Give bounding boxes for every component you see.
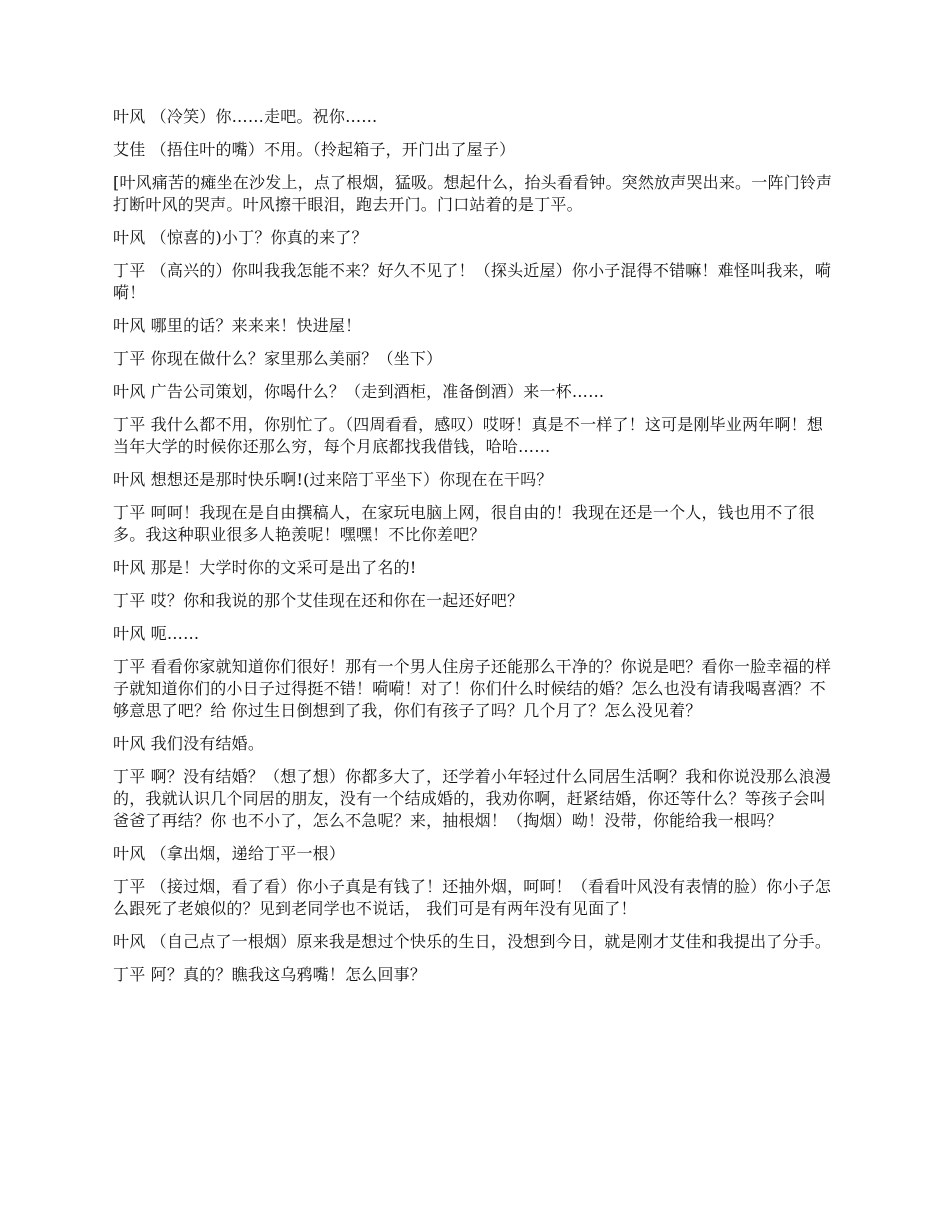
paragraph: 叶风 广告公司策划，你喝什么？（走到酒柜，准备倒酒）来一杯…… xyxy=(113,382,605,401)
paragraph: 叶风 呃…… xyxy=(113,624,200,643)
paragraph: 丁平 呵呵！我现在是自由撰稿人，在家玩电脑上网，很自由的！我现在还是一个人，钱也用不了很多。我这种职业很多人艳羡呢！嘿嘿！不比你差吧？ xyxy=(113,503,815,544)
paragraph: 丁平 （接过烟，看了看）你小子真是有钱了！还抽外烟，呵呵！（看看叶风没有表情的脸）你小子怎么跟死了老娘似的？见到老同学也不说话， 我们可是有两年没有见面了！ xyxy=(113,877,832,918)
document-page xyxy=(113,106,833,997)
paragraph: 叶风 哪里的话？来来来！快进屋！ xyxy=(113,316,362,335)
paragraph: 丁平 （高兴的）你叫我我怎能不来？好久不见了！（探头近屋）你小子混得不错嘛！难怪叫我来，嗬嗬！ xyxy=(113,261,832,302)
paragraph: 叶风 那是！大学时你的文采可是出了名的! xyxy=(113,558,417,577)
paragraph: 叶风 （拿出烟，递给丁平一根） xyxy=(113,844,346,863)
paragraph: 叶风 想想还是那时快乐啊!(过来陪丁平坐下）你现在在干吗？ xyxy=(113,470,553,489)
paragraph: 丁平 我什么都不用，你别忙了。（四周看看，感叹）哎呀！真是不一样了！这可是刚毕业两年啊！想当年大学的时候你还那么穷，每个月底都找我借钱，哈哈…… xyxy=(113,415,824,456)
paragraph: 叶风 （冷笑）你……走吧。祝你…… xyxy=(113,107,378,126)
paragraph: 丁平 哎？你和我说的那个艾佳现在还和你在一起还好吧？ xyxy=(113,591,524,610)
paragraph: [叶风痛苦的瘫坐在沙发上，点了根烟，猛吸。想起什么，抬头看看钟。突然放声哭出来。一阵门铃声打断叶风的哭声。叶风擦干眼泪，跑去开门。门口站着的是丁平。 xyxy=(113,173,833,214)
paragraph: 叶风 （自己点了一根烟）原来我是想过个快乐的生日，没想到今日，就是刚才艾佳和我提出了分手。 xyxy=(113,932,832,951)
paragraph: 丁平 你现在做什么？家里那么美丽？（坐下） xyxy=(113,349,443,368)
paragraph: 艾佳 （捂住叶的嘴）不用。（拎起箱子，开门出了屋子） xyxy=(113,140,516,159)
paragraph: 丁平 阿？真的？瞧我这乌鸦嘴！怎么回事？ xyxy=(113,965,427,984)
paragraph: 叶风 （惊喜的)小丁？你真的来了？ xyxy=(113,228,368,247)
paragraph: 丁平 啊？没有结婚？（想了想）你都多大了，还学着小年轻过什么同居生活啊？我和你说没那么浪漫的，我就认识几个同居的朋友，没有一个结成婚的，我劝你啊，赶紧结婚，你还等什么？等孩子会叫爸爸了再结？你 也不小了，怎么不急呢？来，抽根烟！（掏烟）呦！没带，你能给我一根吗？ xyxy=(113,767,832,830)
paragraph: 叶风 我们没有结婚。 xyxy=(113,734,265,753)
paragraph: 丁平 看看你家就知道你们很好！那有一个男人住房子还能那么干净的？你说是吧？看你一脸幸福的样子就知道你们的小日子过得挺不错！嗬嗬！对了！你们什么时候结的婚？怎么也没有请我喝喜酒？不够意思了吧？给 你过生日倒想到了我，你们有孩子了吗？几个月了？怎么没见着？ xyxy=(113,657,832,720)
